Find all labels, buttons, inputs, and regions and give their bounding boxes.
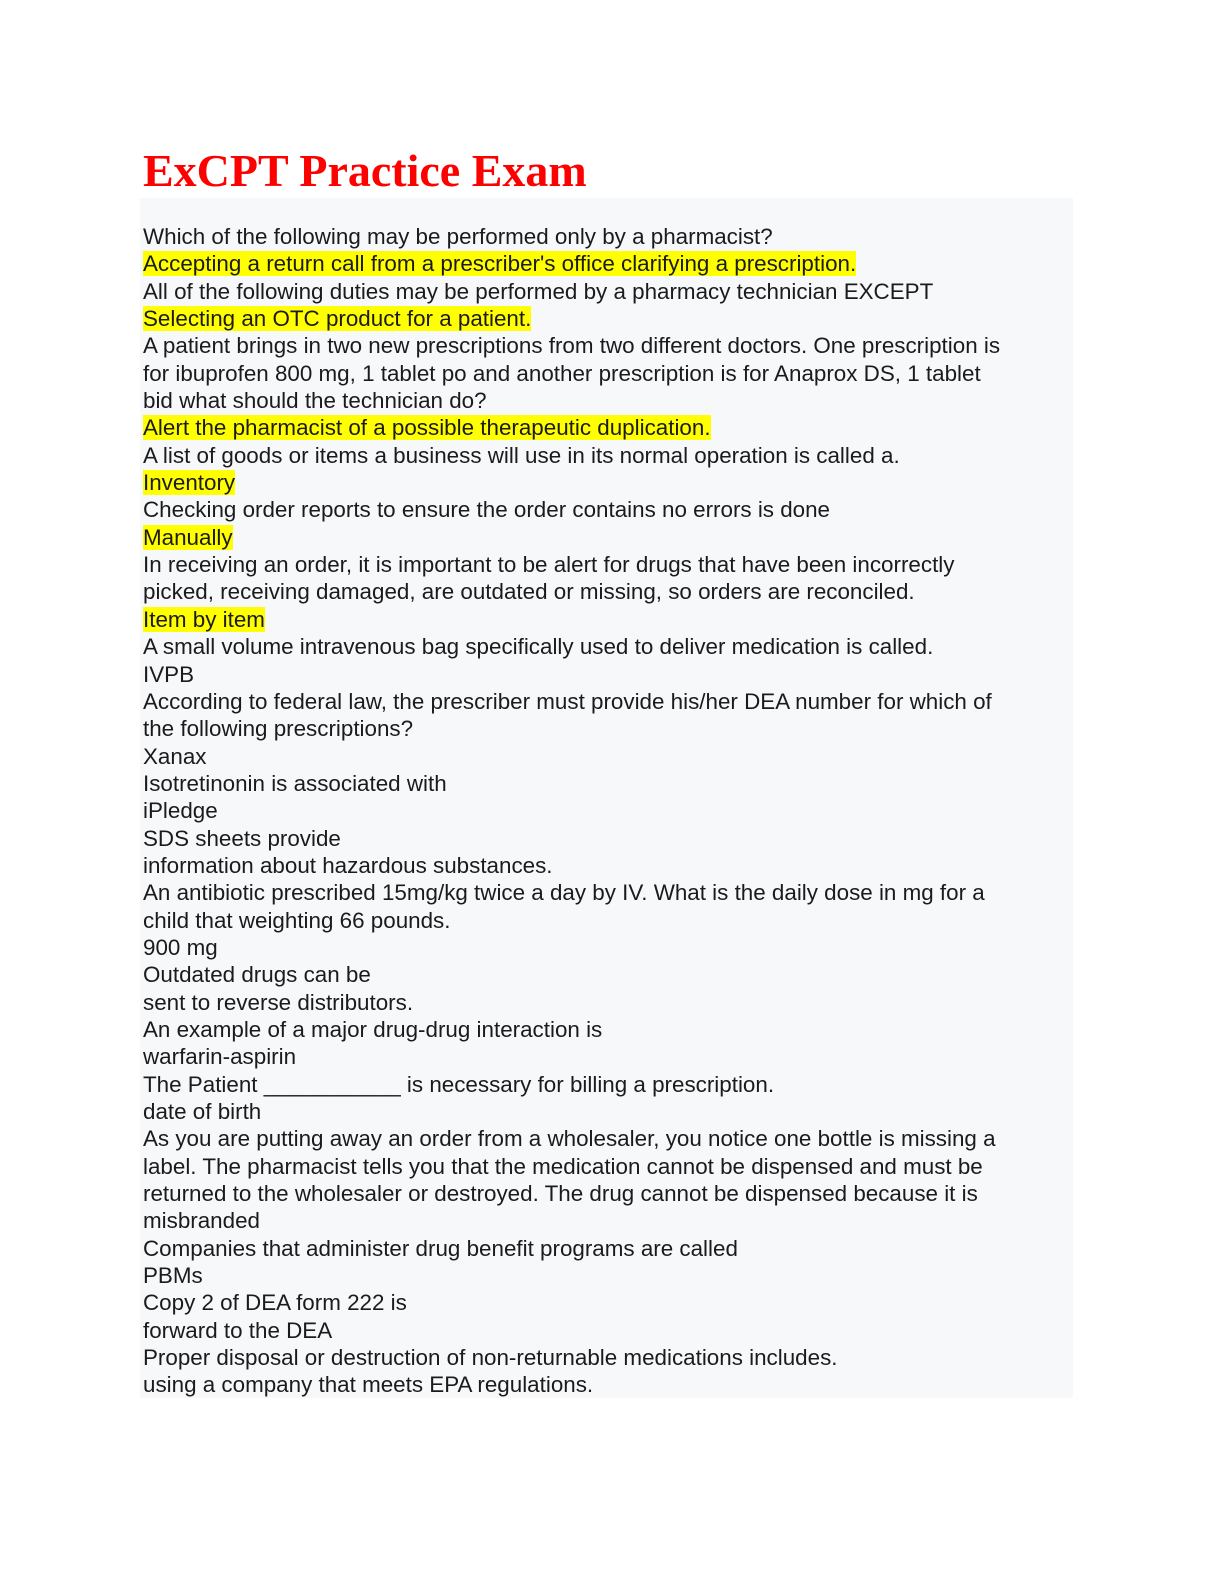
line-text: Outdated drugs can be xyxy=(143,962,371,988)
text-line xyxy=(143,1153,1073,1180)
highlighted-answer-text: Accepting a return call from a prescriber's office clarifying a prescription. xyxy=(143,251,857,277)
document-title: ExCPT Practice Exam xyxy=(143,145,587,196)
text-line xyxy=(143,1235,1073,1262)
text-line xyxy=(143,442,1073,469)
line-text: for ibuprofen 800 mg, 1 tablet po and another prescription is for Anaprox DS, 1 tablet xyxy=(143,360,981,386)
line-text: 900 mg xyxy=(143,934,218,960)
line-text: An example of a major drug-drug interaction is xyxy=(143,1016,603,1042)
line-text: Isotretinonin is associated with xyxy=(143,770,447,796)
text-line xyxy=(143,961,1073,988)
line-text: Companies that administer drug benefit programs are called xyxy=(143,1235,738,1261)
answer-line xyxy=(143,606,1073,633)
answer-line xyxy=(143,524,1073,551)
text-line xyxy=(143,661,1073,688)
text-line xyxy=(143,578,1073,605)
line-text: As you are putting away an order from a wholesaler, you notice one bottle is missing a xyxy=(143,1126,996,1152)
text-line xyxy=(143,1262,1073,1289)
text-line xyxy=(143,989,1073,1016)
line-text: the following prescriptions? xyxy=(143,716,414,742)
line-text: Proper disposal or destruction of non-returnable medications includes. xyxy=(143,1345,838,1371)
text-line xyxy=(143,934,1073,961)
line-text: PBMs xyxy=(143,1263,203,1289)
line-text: IVPB xyxy=(143,661,195,687)
highlighted-answer-text: Selecting an OTC product for a patient. xyxy=(143,306,532,332)
line-text: returned to the wholesaler or destroyed. The drug cannot be dispensed because it is xyxy=(143,1181,978,1207)
text-line xyxy=(143,332,1073,359)
highlighted-answer-text: Item by item xyxy=(143,606,265,632)
line-text: In receiving an order, it is important to be alert for drugs that have been incorrectly xyxy=(143,552,955,578)
line-text: The Patient ___________ is necessary for billing a prescription. xyxy=(143,1071,775,1097)
text-line xyxy=(143,387,1073,414)
line-text: Which of the following may be performed only by a pharmacist? xyxy=(143,224,773,249)
text-line xyxy=(143,1016,1073,1043)
question-answer-list xyxy=(143,223,1073,1399)
highlighted-answer-text: Manually xyxy=(143,524,233,550)
line-text: iPledge xyxy=(143,798,218,824)
text-line xyxy=(143,1098,1073,1125)
text-line xyxy=(143,852,1073,879)
text-line xyxy=(143,770,1073,797)
line-text: using a company that meets EPA regulations. xyxy=(143,1372,594,1398)
text-line xyxy=(143,1371,1073,1398)
text-line xyxy=(143,278,1073,305)
answer-line xyxy=(143,305,1073,332)
text-line xyxy=(143,496,1073,523)
line-text: SDS sheets provide xyxy=(143,825,341,851)
text-line xyxy=(143,1043,1073,1070)
line-text: According to federal law, the prescriber must provide his/her DEA number for which of xyxy=(143,688,992,714)
line-text: picked, receiving damaged, are outdated or missing, so orders are reconciled. xyxy=(143,579,915,605)
line-text: warfarin-aspirin xyxy=(143,1044,297,1070)
line-text: misbranded xyxy=(143,1208,260,1234)
text-line xyxy=(143,633,1073,660)
line-text: date of birth xyxy=(143,1099,262,1124)
answer-line xyxy=(143,469,1073,496)
line-text: information about hazardous substances. xyxy=(143,852,553,878)
line-text: A small volume intravenous bag specifically used to deliver medication is called. xyxy=(143,634,934,660)
line-text: sent to reverse distributors. xyxy=(143,989,414,1015)
line-text: A list of goods or items a business will use in its normal operation is called a. xyxy=(143,442,900,468)
text-line xyxy=(143,1125,1073,1152)
line-text: All of the following duties may be performed by a pharmacy technician EXCEPT xyxy=(143,278,934,304)
text-line xyxy=(143,1180,1073,1207)
line-text: child that weighting 66 pounds. xyxy=(143,907,451,933)
line-text: An antibiotic prescribed 15mg/kg twice a day by IV. What is the daily dose in mg for a xyxy=(143,880,985,906)
text-line xyxy=(143,743,1073,770)
line-text: forward to the DEA xyxy=(143,1317,333,1343)
text-line xyxy=(143,1071,1073,1098)
line-text: bid what should the technician do? xyxy=(143,388,487,414)
answer-line xyxy=(143,250,1073,277)
text-line xyxy=(143,551,1073,578)
highlighted-answer-text: Alert the pharmacist of a possible therapeutic duplication. xyxy=(143,415,711,441)
question-answer-block xyxy=(140,198,1073,1398)
text-line xyxy=(143,1207,1073,1234)
answer-line xyxy=(143,414,1073,441)
text-line xyxy=(143,688,1073,715)
text-line xyxy=(143,1344,1073,1371)
highlighted-answer-text: Inventory xyxy=(143,470,236,496)
line-text: label. The pharmacist tells you that the medication cannot be dispensed and must be xyxy=(143,1153,983,1179)
text-line xyxy=(143,223,1073,250)
text-line xyxy=(143,879,1073,906)
line-text: A patient brings in two new prescriptions from two different doctors. One prescription is xyxy=(143,333,1001,359)
text-line xyxy=(143,715,1073,742)
line-text: Copy 2 of DEA form 222 is xyxy=(143,1290,407,1316)
text-line xyxy=(143,797,1073,824)
line-text: Checking order reports to ensure the order contains no errors is done xyxy=(143,497,831,523)
text-line xyxy=(143,1317,1073,1344)
line-text: Xanax xyxy=(143,743,207,769)
text-line xyxy=(143,907,1073,934)
text-line xyxy=(143,825,1073,852)
text-line xyxy=(143,360,1073,387)
text-line xyxy=(143,1289,1073,1316)
